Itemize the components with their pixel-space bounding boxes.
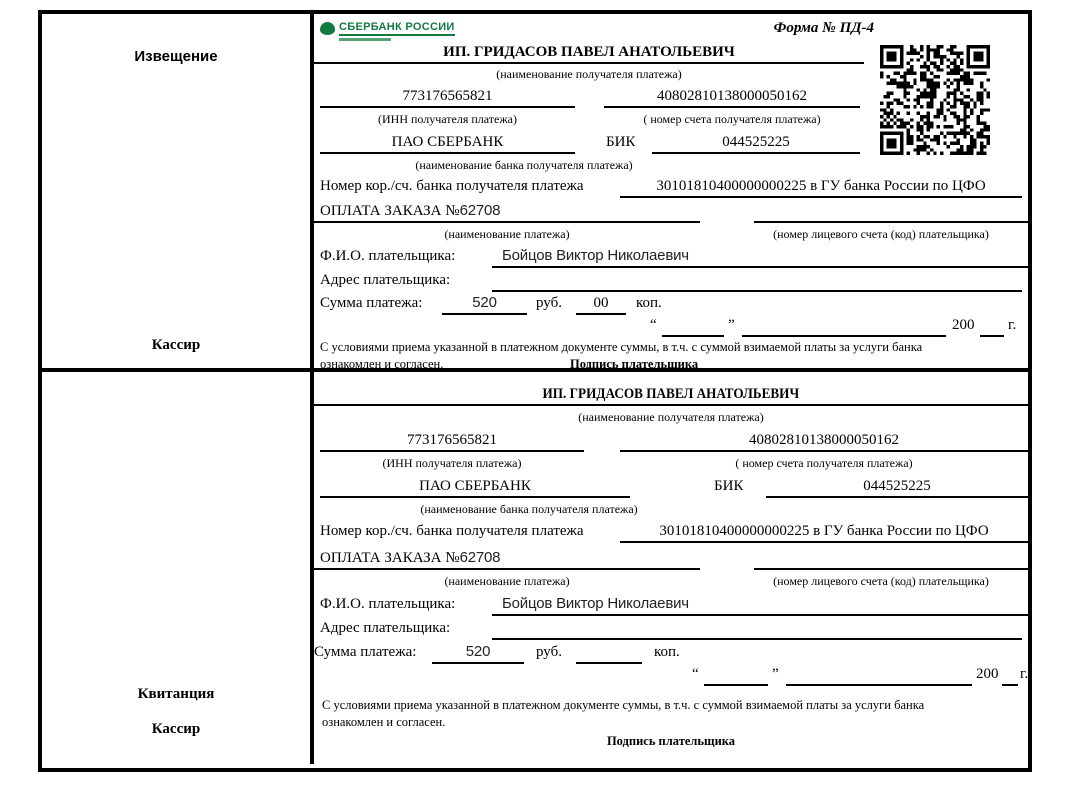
- payment-name: [314, 201, 700, 223]
- sum-rub-value: 520: [432, 642, 524, 664]
- payer-name-label: Ф.И.О. плательщика:: [320, 248, 456, 264]
- rub-label: руб.: [536, 295, 562, 311]
- recipient-name: ИП. ГРИДАСОВ ПАВЕЛ АНАТОЛЬЕВИЧ: [314, 42, 864, 64]
- bik-value: 044525225: [652, 132, 860, 154]
- sum-rub-value: 520: [442, 293, 527, 315]
- date-year-prefix: 200: [976, 666, 999, 682]
- receipt-section: [42, 372, 1028, 764]
- bank-name-label: (наименование банка получателя платежа): [420, 502, 638, 516]
- sum-kop-value: 00: [576, 293, 626, 315]
- notice-section: [42, 14, 1028, 372]
- bank-name-label: (наименование банка получателя платежа): [415, 158, 633, 172]
- payer-address-line: [492, 270, 1022, 292]
- recipient-name-text: ИП. ГРИДАСОВ ПАВЕЛ АНАТОЛЬЕВИЧ: [542, 386, 800, 402]
- date-year-line: [980, 315, 1004, 337]
- sberbank-logo: [320, 22, 455, 41]
- inn-value: 773176565821: [320, 86, 575, 108]
- date-year-prefix: 200: [952, 317, 975, 333]
- receipt-cashier-label: Кассир: [151, 721, 201, 737]
- payer-name-label: Ф.И.О. плательщика:: [320, 596, 456, 612]
- payer-address-line: [492, 618, 1022, 640]
- bik-value: 044525225: [766, 476, 1028, 498]
- payer-address-label: Адрес плательщика:: [320, 620, 451, 636]
- date-year-line: [1002, 664, 1018, 686]
- date-year-suffix: г.: [1008, 317, 1017, 333]
- account-value: 40802810138000050162: [620, 430, 1028, 452]
- sum-label: Сумма платежа:: [314, 644, 417, 660]
- personal-account-label: (номер лицевого счета (код) плательщика): [773, 227, 989, 241]
- corr-account-label: Номер кор./сч. банка получателя платежа: [320, 178, 584, 194]
- notice-cashier-label: Кассир: [151, 337, 201, 353]
- form-code-label: Форма № ПД-4: [773, 20, 874, 36]
- kop-label: коп.: [654, 644, 680, 660]
- receipt-form-area: [314, 372, 1028, 764]
- notice-side-column: [42, 14, 314, 368]
- agreement-line2: ознакомлен и согласен.: [322, 715, 446, 729]
- corr-account-value: 30101810400000000225 в ГУ банка России по ЦФО: [620, 521, 1028, 543]
- sum-label: Сумма платежа:: [320, 295, 423, 311]
- payer-name-value: Бойцов Виктор Николаевич: [492, 246, 1032, 268]
- bank-name: ПАО СБЕРБАНК: [320, 476, 630, 498]
- payment-name-prefix: ОПЛАТА ЗАКАЗА №: [320, 203, 460, 219]
- payment-name-prefix: ОПЛАТА ЗАКАЗА №: [320, 550, 460, 566]
- date-month-line: [786, 664, 972, 686]
- account-value: 40802810138000050162: [604, 86, 860, 108]
- date-month-line: [742, 315, 946, 337]
- signature-label: Подпись плательщика: [570, 357, 699, 371]
- bik-label: БИК: [714, 478, 744, 494]
- notice-title: Извещение: [134, 48, 218, 65]
- payment-order-number: 62708: [459, 202, 501, 219]
- personal-account-line: [754, 548, 1028, 570]
- recipient-name-label: (наименование получателя платежа): [578, 410, 764, 424]
- sberbank-emblem-icon: [320, 22, 335, 35]
- payment-name-label: (наименование платежа): [444, 227, 570, 241]
- bank-name: ПАО СБЕРБАНК: [320, 132, 575, 154]
- kop-label: коп.: [636, 295, 662, 311]
- signature-label: Подпись плательщика: [606, 734, 736, 748]
- personal-account-line: [754, 201, 1028, 223]
- payment-form-pd4: [38, 10, 1032, 772]
- agreement-line1: С условиями приема указанной в платежном документе суммы, в т.ч. с суммой взимаемой платы за услуги банка: [322, 698, 925, 712]
- account-label: ( номер счета получателя платежа): [735, 456, 913, 470]
- corr-account-label: Номер кор./сч. банка получателя платежа: [320, 523, 584, 539]
- agreement-line1: С условиями приема указанной в платежном документе суммы, в т.ч. с суммой взимаемой платы за услуги банка: [320, 340, 923, 354]
- inn-label: (ИНН получателя платежа): [382, 456, 522, 470]
- recipient-name-label: (наименование получателя платежа): [496, 67, 682, 81]
- account-label: ( номер счета получателя платежа): [643, 112, 821, 126]
- payer-address-label: Адрес плательщика:: [320, 272, 451, 288]
- date-day-line: [662, 315, 724, 337]
- date-quote-open: “: [692, 666, 699, 682]
- inn-value: 773176565821: [320, 430, 584, 452]
- bik-label: БИК: [606, 134, 636, 150]
- payer-name-value: Бойцов Виктор Николаевич: [492, 594, 1032, 616]
- receipt-title: Квитанция: [137, 686, 215, 702]
- rub-label: руб.: [536, 644, 562, 660]
- sberbank-logo-text: СБЕРБАНК РОССИИ: [339, 22, 455, 36]
- date-year-suffix: г.: [1020, 666, 1029, 682]
- date-quote-open: “: [650, 317, 657, 333]
- inn-label: (ИНН получателя платежа): [378, 112, 517, 126]
- payment-name-label: (наименование платежа): [444, 574, 570, 588]
- agreement-line2: ознакомлен и согласен.: [320, 357, 444, 371]
- sberbank-logo-tagline-strip: [339, 38, 391, 41]
- date-quote-close: ”: [772, 666, 779, 682]
- recipient-name: [314, 384, 1028, 406]
- personal-account-label: (номер лицевого счета (код) плательщика): [773, 574, 989, 588]
- payment-name: [314, 548, 700, 570]
- payment-order-number: 62708: [459, 549, 501, 566]
- date-day-line: [704, 664, 768, 686]
- date-quote-close: ”: [728, 317, 735, 333]
- sum-kop-value: [576, 642, 642, 664]
- payment-qr-code: [880, 45, 990, 155]
- receipt-side-column: [42, 372, 314, 764]
- corr-account-value: 30101810400000000225 в ГУ банка России по ЦФО: [620, 176, 1022, 198]
- notice-form-area: [314, 14, 1028, 371]
